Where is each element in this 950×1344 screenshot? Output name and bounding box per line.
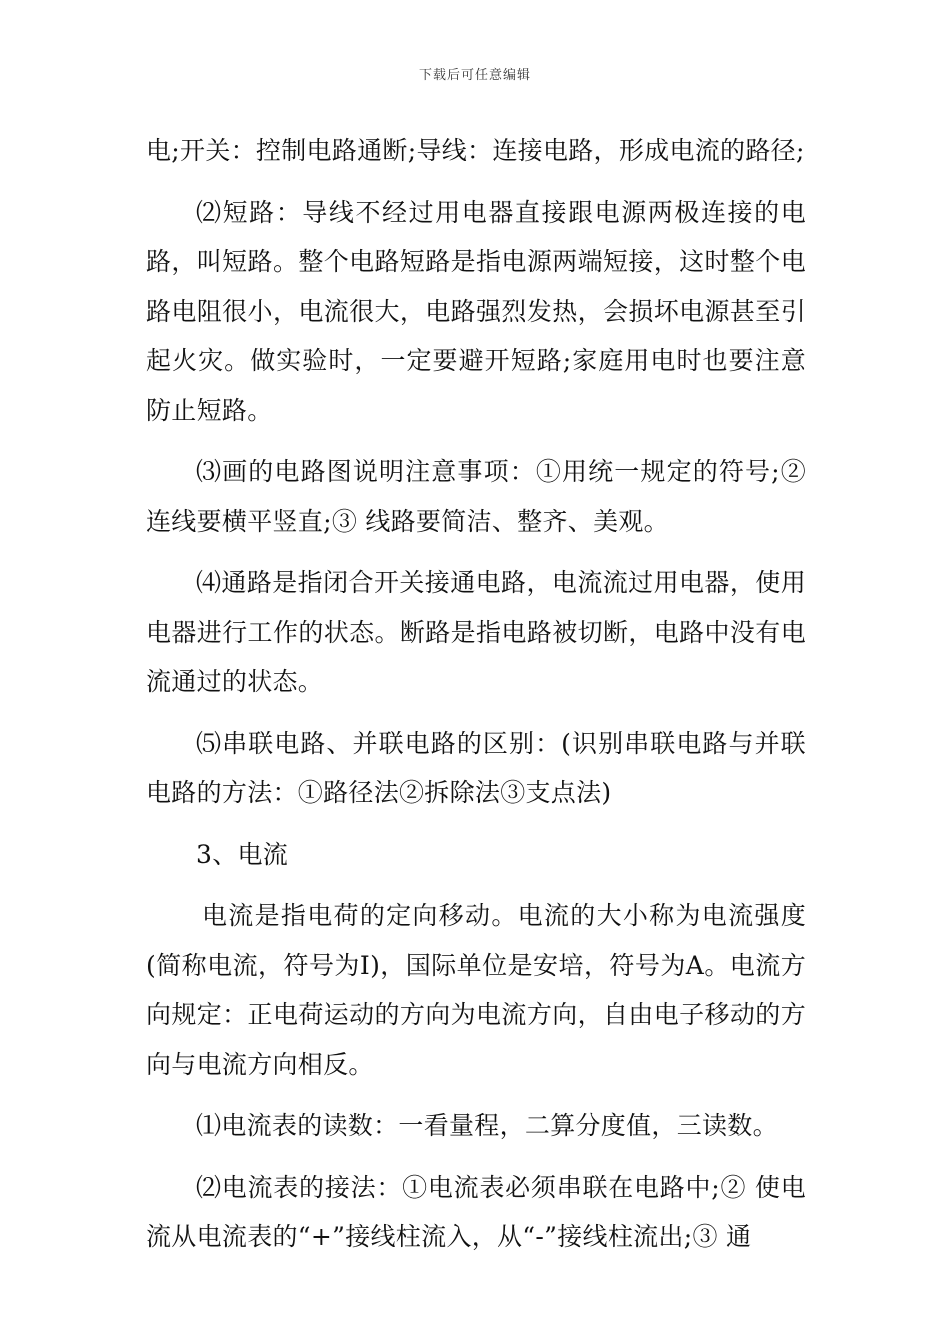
paragraph-short-circuit: ⑵短路：导线不经过用电器直接跟电源两极连接的电路，叫短路。整个电路短路是指电源两端短接，这时整个电路电阻很小，电流很大，电路强烈发热，会损坏电源甚至引起火灾。做实验时，一定要避开短路;家庭用电时也要注意防止短路。 — [146, 197, 806, 425]
paragraph-ammeter-reading: ⑴电流表的读数：一看量程，二算分度值，三读数。 — [196, 1111, 778, 1140]
document-body — [146, 126, 806, 1274]
paragraph-closed-open-circuit: ⑷通路是指闭合开关接通电路，电流流过用电器，使用电器进行工作的状态。断路是指电路被切断，电路中没有电流通过的状态。 — [146, 568, 806, 696]
paragraph-series-parallel: ⑸串联电路、并联电路的区别：(识别串联电路与并联电路的方法：①路径法②拆除法③支点法) — [146, 728, 806, 807]
paragraph-ammeter-connection: ⑵电流表的接法：①电流表必须串联在电路中;② 使电流从电流表的“+”接线柱流入，从“-”接线柱流出;③ 通 — [146, 1172, 806, 1251]
section-heading-current: 3、电流 — [196, 839, 289, 869]
paragraph-circuit-diagram-notes: ⑶画的电路图说明注意事项：①用统一规定的符号;②连线要横平竖直;③ 线路要简洁、整齐、美观。 — [146, 457, 806, 536]
page-header: 下载后可任意编辑 — [418, 68, 531, 83]
paragraph-current-definition: 电流是指电荷的定向移动。电流的大小称为电流强度(简称电流，符号为I)，国际单位是安培，符号为A。电流方向规定：正电荷运动的方向为电流方向，自由电子移动的方向与电流方向相反。 — [146, 901, 806, 1079]
paragraph-component-roles: 电;开关：控制电路通断;导线：连接电路，形成电流的路径; — [146, 136, 805, 165]
